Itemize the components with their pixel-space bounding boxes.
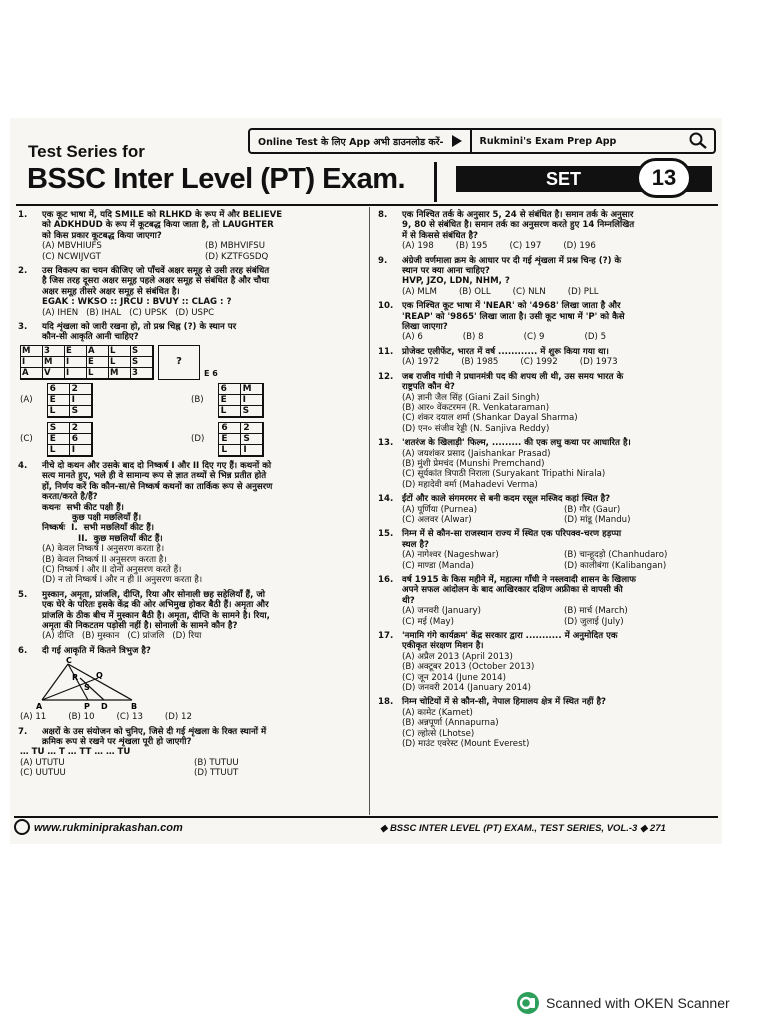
question-16: 16. वर्ष 1915 के किस महीने में, महात्मा गाँधी ने नस्लवादी शासन के खिलाफ अपने सफल आंदोलन के बाद आखिरकार दक्षिण अफ्रीका से वापसी की थी? (A) जनवरी (January) (B) मार्च (March) (C) मई (May) (D) जुलाई (July)	[376, 575, 720, 627]
option-b: (B) MBHVIFSU	[205, 241, 266, 252]
option-a: (A) 198	[402, 241, 434, 252]
option-c: (C) 1992	[520, 357, 558, 368]
option-d: (D) जनवरी 2014 (January 2014)	[402, 683, 531, 694]
option-d: (D) PLL	[567, 286, 599, 297]
question-11: 11. प्रोजेक्ट एलीफेंट, भारत में वर्ष ............ में शुरू किया गया था। (A) 1972 (B) 1985 (C) 1992 (D) 1973	[378, 346, 618, 368]
option-d: (D) रिया	[172, 631, 202, 642]
question-10: 10. एक निश्चित कूट भाषा में 'NEAR' को '4968' लिखा जाता है और 'REAP' को '9865' लिखा जाता है। उसी कूट भाषा में 'P' को कैसे लिखा जाएगा? (A) 6 (B) 8 (C) 9 (D) 5	[378, 301, 625, 343]
option-d: (D) महादेवी वर्मा (Mahadevi Verma)	[402, 479, 538, 490]
question-mark-box: ?	[158, 345, 200, 380]
option-a: (A) IHEN	[42, 307, 79, 318]
play-arrow-icon	[452, 135, 462, 147]
option-c: (C) ल्होत्से (Lhotse)	[402, 728, 475, 739]
option-a: (A) ज्ञानी जैल सिंह (Giani Zail Singh)	[402, 392, 540, 403]
option-a: (A) पूर्णिया (Purnea)	[402, 504, 478, 515]
question-17: 17. 'नमामि गंगे कार्यक्रम' केंद्र सरकार द्वारा ........... में अनुमोदित एक एकीकृत संरक्षण मिशन है। (A) अप्रैल 2013 (April 2013) (B) अक्टूबर 2013 (October 2013) (C) जून 2014 (June 2014) (D) जनवरी 2014 (January 2014)	[376, 631, 720, 693]
option-d: (D) 12	[164, 712, 192, 723]
option-d: (D) 5	[584, 332, 607, 343]
option-d: (D) KZTFGSDQ	[205, 251, 269, 262]
option-b: (B) IHAL	[86, 307, 122, 318]
option-c: (C) NCWIJVGT	[42, 251, 101, 262]
option-d: (D) 1973	[579, 357, 618, 368]
question-2: 2. उस विकल्प का चयन कीजिए जो पाँचवें अक्षर समूह से उसी तरह संबंधित है जिस तरह दूसरा अक्षर समूह पहले अक्षर समूह से संबंधित है और चौथा अक्षर समूह तीसरे अक्षर समूह से संबंधित है। EGAK : WKSO :: JRCU : BVUY :: CLAG : ? (A) IHEN (B) IHAL (C) UPSK (D) USPC	[18, 266, 270, 318]
question-6: 6. दी गई आकृति में कितने त्रिभुज है? C R Q S A P D B (A) 11 (B) 10 (C) 13 (D) 12	[18, 645, 192, 723]
option-d: (D) कालीबंगा (Kalibangan)	[564, 560, 667, 571]
option-a: (A) 6	[402, 332, 423, 343]
question-5: 5. मुस्कान, अमृता, प्रांजलि, दीप्ति, रिया और सोनाली छह सहेलियाँ हैं, जो एक घेरे के परितः इसके केंद्र की ओर अभिमुख होकर बैठी हैं। अमृता और प्रांजलि के ठीक बीच में मुस्कान बैठी है। अमृता, दीप्ति के सामने है। रिया, अमृता की निकटतम पड़ोसी नहीं है। सोनाली के सामने कौन है? (A) दीप्ति (B) मुस्कान (C) प्रांजलि (D) रिया	[18, 589, 270, 642]
option-c: (C) 9	[523, 332, 545, 343]
question-1: 1. एक कूट भाषा में, यदि SMILE को RLHKD के रूप में और BELIEVE को ADKHDUD के रूप में कूटबद्ध किया जाता है, तो LAUGHTER को किस प्रकार कूटबद्ध किया जाएगा? (A) MBVHIUFS (B) MBHVIFSU (C) NCWIJVGT (D) KZTFGSDQ	[16, 210, 362, 262]
app-name: Rukmini's Exam Prep App	[479, 135, 617, 147]
label-d: D	[101, 702, 108, 712]
option-d: (D) USPC	[175, 307, 215, 318]
option-b: (B) आर० वेंकटरमन (R. Venkataraman)	[402, 402, 550, 413]
option-a: (A) दीप्ति	[42, 631, 74, 642]
label-q: Q	[96, 671, 103, 681]
label-b: B	[131, 702, 138, 712]
label-s: S	[84, 683, 90, 693]
question-14: 14. ईंटों और काले संगमरमर से बनी कदम रसूल मस्जिद कहां स्थित है? (A) पूर्णिया (Purnea) (B) गौर (Gaur) (C) अलवर (Alwar) (D) मांडू (Mandu)	[376, 494, 720, 525]
option-a: (A) जनवरी (January)	[402, 606, 481, 617]
option-c: (C) S 2 E 6 L I	[20, 422, 191, 457]
set-number: 13	[636, 158, 692, 198]
search-icon	[688, 131, 708, 151]
series-footer: ◆ BSSC INTER LEVEL (PT) EXAM., TEST SERIES, VOL.-3 ◆ 271	[380, 823, 666, 834]
set-label: SET	[456, 166, 712, 192]
option-a: (A) नागेश्वर (Nageshwar)	[402, 550, 499, 561]
option-c: (C) UPSK	[129, 307, 168, 318]
option-a: (A) 1972	[402, 357, 440, 368]
option-b: (B) TUTUU	[194, 757, 239, 768]
option-d: (D) न तो निष्कर्ष I और न ही II अनुसरण करता है।	[42, 575, 203, 586]
option-a: (A) 11	[20, 712, 47, 723]
series-figure: M 3 E A L S I M I E L S A V I L M 3	[20, 345, 154, 380]
scanner-watermark	[516, 991, 730, 1015]
oken-scanner-icon	[516, 991, 540, 1015]
question-13: 13. 'शतरंज के खिलाड़ी' फिल्म, ......... की एक लघु कथा पर आधारित है। (A) जयशंकर प्रसाद (Jaishankar Prasad) (B) मुंशी प्रेमचंद (Munshi Premchand) (C) सूर्यकांत त्रिपाठी निराला (Suryakant Tripathi Nirala) (D) महादेवी वर्मा (Mahadevi Verma)	[376, 438, 720, 490]
option-d: (D) एन० संजीव रेड्डी (N. Sanjiva Reddy)	[402, 423, 550, 434]
option-c: (C) सूर्यकांत त्रिपाठी निराला (Suryakant Tripathi Nirala)	[402, 469, 606, 480]
question-4: 4. नीचे दो कथन और उसके बाद दो निष्कर्ष I और II दिए गए हैं। कथनों को सत्य मानते हुए, भले ही वे सामान्य रूप से ज्ञात तथ्यों से भिन्न प्रतीत होते हों, निर्णय करें कि कौन-सा/से निष्कर्ष कथनों का तार्किक रूप से अनुसरण करता/करते है/हैं? कथनः सभी कीट पक्षी हैं। कुछ पक्षी मछलियाँ हैं। निष्कर्षः I. सभी मछलियाँ कीट हैं। II. कुछ मछलियाँ कीट हैं। (A) केवल निष्कर्ष I अनुसरण करता है। (B) केवल निष्कर्ष II अनुसरण करता है। (C) निष्कर्ष I और II दोनों अनुसरण करते हैं। (D) न तो निष्कर्ष I और न ही II अनुसरण करता है।	[16, 461, 362, 586]
option-d: (D) मांडू (Mandu)	[564, 514, 631, 525]
option-b: (B) केवल निष्कर्ष II अनुसरण करता है।	[42, 554, 167, 565]
option-c: (C) निष्कर्ष I और II दोनों अनुसरण करते हैं।	[42, 564, 182, 575]
scanner-text: Scanned with OKEN Scanner	[546, 995, 730, 1011]
question-18: 18. निम्न चोटियों में से कौन-सी, नेपाल हिमालय क्षेत्र में स्थित नहीं है? (A) कामेट (Kamet) (B) अन्नपूर्णा (Annapurna) (C) ल्होत्से (Lhotse) (D) माउंट एवरेस्ट (Mount Everest)	[376, 697, 720, 749]
option-c: (C) माण्डा (Manda)	[402, 560, 474, 571]
option-b: (B) मार्च (March)	[564, 606, 628, 617]
option-d: (D) 6 2 E S L I	[191, 422, 362, 457]
option-c: (C) प्रांजलि	[127, 631, 165, 642]
option-b: (B) मुंशी प्रेमचंद (Munshi Premchand)	[402, 458, 545, 469]
question-3: 3. यदि शृंखला को जारी रखना हो, तो प्रश्न चिह्न (?) के स्थान पर कौन-सी आकृति आनी चाहिए? M 3 E A L S I M I E L S A V I L M 3 ? E 6 (A) 6 2 E I L S (B) 6 M E I L S (C) S 2 E 6 L I (D) 6 2 E S L I	[16, 322, 362, 457]
question-8: 8. एक निश्चित तर्क के अनुसार 5, 24 से संबंधित है। समान तर्क के अनुसार 9, 80 से संबंधित है। समान तर्क का अनुसरण करते हुए 14 निम्नलिखित में से किससे संबंधित है? (A) 198 (B) 195 (C) 197 (D) 196	[378, 210, 635, 252]
option-a: (A) जयशंकर प्रसाद (Jaishankar Prasad)	[402, 448, 551, 459]
website-link[interactable]: www.rukminiprakashan.com	[34, 822, 183, 834]
question-9: 9. अंग्रेजी वर्णमाला क्रम के आधार पर दी गई शृंखला में प्रश्न चिन्ह (?) के स्थान पर क्या आना चाहिए? HVP, JZO, LDN, NHM, ? (A) MLM (B) OLL (C) NLN (D) PLL	[378, 255, 622, 297]
option-c: (C) मई (May)	[402, 616, 455, 627]
option-b: (B) अक्टूबर 2013 (October 2013)	[402, 662, 535, 673]
triangle-figure	[28, 656, 148, 712]
option-c: (C) UUTUU	[20, 768, 66, 779]
option-d: (D) जुलाई (July)	[564, 616, 624, 627]
option-b: (B) OLL	[458, 286, 491, 297]
right-column	[376, 210, 720, 754]
option-a: (A) केवल निष्कर्ष I अनुसरण करता है।	[42, 544, 165, 555]
option-d: (D) TTUUT	[194, 768, 239, 779]
option-b: (B) अन्नपूर्णा (Annapurna)	[402, 718, 499, 729]
option-c: (C) NLN	[512, 286, 546, 297]
question-15: 15. निम्न में से कौन-सा राजस्थान राज्य में स्थित एक परिपक्व-चरण हड़प्पा स्थल है? (A) नागेश्वर (Nageshwar) (B) चान्हूदड़ो (Chanhudaro) (C) माण्डा (Manda) (D) कालीबंगा (Kalibangan)	[376, 529, 720, 571]
label-p: P	[84, 702, 90, 712]
question-12: 12. जब राजीव गांधी ने प्रधानमंत्री पद की शपथ ली थी, उस समय भारत के राष्ट्रपति कौन थे? (A) ज्ञानी जैल सिंह (Giani Zail Singh) (B) आर० वेंकटरमन (R. Venkataraman) (C) शंकर दयाल शर्मा (Shankar Dayal Sharma) (D) एन० संजीव रेड्डी (N. Sanjiva Reddy)	[376, 372, 720, 434]
option-a: (A) MBVHIUFS	[42, 241, 102, 252]
option-c: (C) 197	[509, 241, 542, 252]
option-d: (D) 196	[563, 241, 596, 252]
option-b: (B) मुस्कान	[81, 631, 120, 642]
option-c: (C) शंकर दयाल शर्मा (Shankar Dayal Sharma)	[402, 413, 578, 424]
globe-icon	[14, 819, 30, 835]
option-b: (B) 6 M E I L S	[191, 383, 362, 418]
label-c: C	[66, 656, 72, 666]
option-b: (B) चान्हूदड़ो (Chanhudaro)	[564, 550, 668, 561]
label-a: A	[36, 702, 43, 712]
option-b: (B) 8	[462, 332, 484, 343]
option-a: (A) UTUTU	[20, 757, 65, 768]
option-a: (A) 6 2 E I L S	[20, 383, 191, 418]
title-small: Test Series for	[28, 142, 145, 161]
option-a: (A) अप्रैल 2013 (April 2013)	[402, 651, 513, 662]
option-b: (B) गौर (Gaur)	[564, 504, 621, 515]
option-c: (C) जून 2014 (June 2014)	[402, 672, 506, 683]
app-promo-bar	[248, 128, 716, 154]
option-c: (C) 13	[116, 712, 143, 723]
online-test-text: Online Test के लिए App अभी डाउनलोड करें-	[258, 136, 444, 148]
page-title: BSSC Inter Level (PT) Exam.	[27, 163, 406, 195]
option-b: (B) 10	[68, 712, 95, 723]
option-a: (A) कामेट (Kamet)	[402, 707, 473, 718]
option-b: (B) 195	[455, 241, 488, 252]
option-d: (D) माउंट एवरेस्ट (Mount Everest)	[402, 739, 530, 750]
option-c: (C) अलवर (Alwar)	[402, 514, 472, 525]
option-b: (B) 1985	[461, 357, 499, 368]
option-a: (A) MLM	[402, 286, 437, 297]
left-column	[16, 210, 362, 783]
question-7: 7. अक्षरों के उस संयोजन को चुनिए, जिसे दी गई शृंखला के रिक्त स्थानों में क्रमिक रूप से रखने पर शृंखला पूरी हो जाएगी? … TU … T … TT … … TU (A) UTUTU (B) TUTUU (C) UUTUU (D) TTUUT	[16, 727, 362, 779]
label-r: R	[72, 673, 79, 683]
